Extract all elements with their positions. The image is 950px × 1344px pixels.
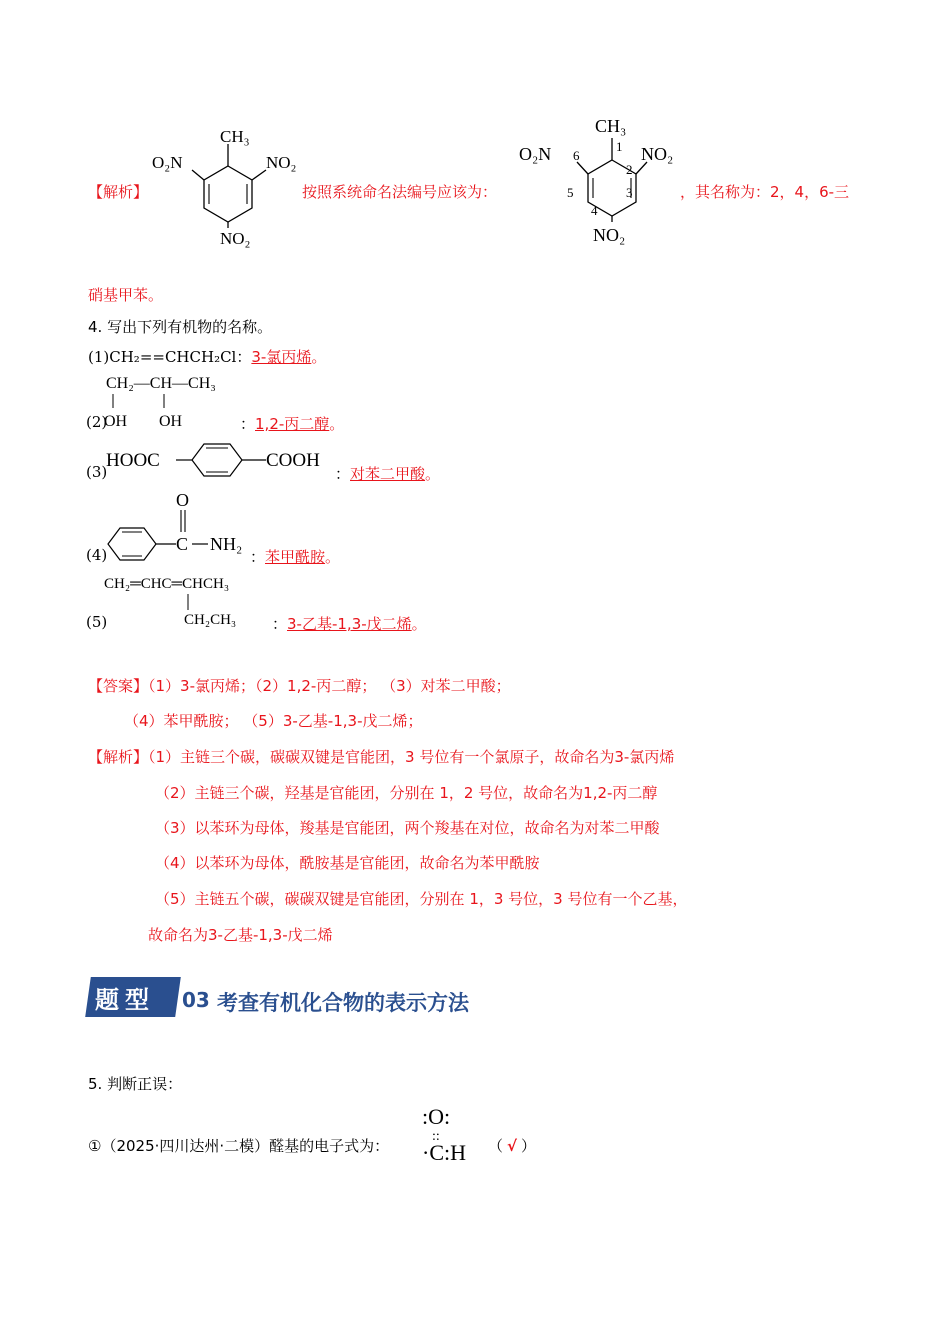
o2n-label: O₂N: [152, 153, 183, 172]
oxygen-lewis: :O:: [422, 1104, 451, 1129]
q4-item1: [88, 346, 326, 367]
paren-open: （: [488, 1137, 504, 1155]
paren-close: ）: [521, 1137, 537, 1155]
item3-prefix: (3): [86, 463, 108, 481]
oh-1: OH: [104, 413, 128, 430]
propanediol-top: CH₂—CH—CH₃: [106, 375, 216, 392]
item4-colon: ：: [250, 548, 266, 566]
analysis-line-1: [88, 746, 674, 767]
ethyl-group: CH₂CH₃: [184, 612, 237, 628]
jiexi-cont-text: 硝基甲苯。: [88, 286, 164, 304]
item5-colon: ：: [272, 615, 288, 633]
no2-right-label: NO₂: [266, 153, 297, 172]
pentadiene-chain: CH₂═CHC═CHCH₃: [104, 576, 230, 592]
item5-end: 。: [411, 615, 427, 633]
q4-item5: [272, 613, 427, 634]
q4-title: 4. 写出下列有机物的名称。: [88, 318, 273, 336]
propanediol-structure: [104, 370, 244, 432]
section-badge: 题型: [95, 986, 155, 1014]
analysis-tag: 【解析】: [88, 748, 149, 766]
section-title: 考查有机化合物的表示方法: [217, 991, 469, 1015]
item3-colon: ：: [335, 465, 351, 483]
analysis-line-2: （2）主链三个碳，羟基是官能团，分别在 1，2 号位，故命名为1,2-丙二醇: [155, 784, 658, 802]
carbonyl-c-label: C: [176, 534, 189, 554]
item3-end: 。: [425, 465, 441, 483]
q4-item4: [250, 546, 340, 567]
shared-electron-dots: ::: [432, 1129, 440, 1144]
oh-2: OH: [159, 413, 183, 430]
jiexi-tag: 【解析】: [88, 183, 149, 201]
item2-answer: 1,2-丙二醇: [255, 415, 330, 433]
no2-bottom-label: NO₂: [220, 229, 251, 248]
analysis-line-6: 故命名为3-乙基-1,3-戊二烯: [148, 926, 333, 944]
locant-2: 2: [626, 162, 633, 177]
ch3-label: CH₃: [595, 116, 627, 136]
cooh-label: COOH: [266, 450, 320, 471]
locant-1: 1: [616, 139, 623, 154]
jiexi-mid-text: 按照系统命名法编号应该为：: [302, 183, 498, 201]
locant-5: 5: [567, 185, 574, 200]
item5-prefix: (5): [86, 613, 108, 631]
ch3-label: CH₃: [220, 127, 250, 146]
item2-prefix: (2): [86, 413, 108, 431]
carbon-hydrogen-lewis: ·C:H: [422, 1140, 466, 1165]
no2-bottom-label: NO₂: [593, 225, 626, 245]
answer-line-1: [88, 675, 511, 696]
answer-text-1: （1）3-氯丙烯；（2）1,2-丙二醇； （3）对苯二甲酸；: [148, 677, 511, 695]
locant-4: 4: [591, 203, 598, 218]
aldehyde-electron-formula: [420, 1100, 485, 1170]
numbered-trinitrotoluene-structure: [515, 108, 690, 248]
no2-right-label: NO₂: [641, 144, 674, 164]
item3-answer: 对苯二甲酸: [350, 465, 426, 483]
item5-answer: 3-乙基-1,3-戊二烯: [287, 615, 412, 633]
answer-tag: 【答案】: [88, 677, 149, 695]
item2-end: 。: [329, 415, 345, 433]
analysis-line-5: （5）主链五个碳，碳碳双键是官能团，分别在 1，3 号位，3 号位有一个乙基，: [155, 890, 688, 908]
locant-3: 3: [626, 185, 633, 200]
analysis-text-1: （1）主链三个碳，碳碳双键是官能团，3 号位有一个氯原子，故命名为3-氯丙烯: [148, 748, 675, 766]
check-mark: √: [507, 1137, 518, 1155]
item4-end: 。: [325, 548, 341, 566]
answer-line-2: （4）苯甲酰胺； （5）3-乙基-1,3-戊二烯；: [124, 712, 423, 730]
item4-prefix: (4): [86, 546, 108, 564]
item1-answer: 3-氯丙烯: [251, 348, 312, 366]
q5-title: 5. 判断正误：: [88, 1075, 183, 1093]
item2-colon: ：: [240, 415, 256, 433]
carbonyl-o-label: O: [176, 490, 189, 510]
q4-item2: [240, 413, 344, 434]
section-number: 03: [182, 988, 210, 1012]
item4-answer: 苯甲酰胺: [265, 548, 326, 566]
q5-item1-text: ①（2025·四川达州·二模）醛基的电子式为：: [88, 1137, 390, 1155]
o2n-label: O₂N: [519, 144, 552, 164]
terephthalic-acid-structure: [104, 440, 339, 480]
analysis-line-3: （3）以苯环为母体，羧基是官能团，两个羧基在对位，故命名为对苯二甲酸: [155, 819, 660, 837]
q4-item3: [335, 463, 440, 484]
q5-judgement: [488, 1135, 536, 1156]
ethylpentadiene-structure: [104, 572, 284, 630]
nh2-label: NH₂: [210, 534, 243, 554]
benzamide-structure: [104, 488, 254, 568]
item1-formula: (1)CH₂==CHCH₂Cl：: [88, 348, 252, 366]
trinitrotoluene-structure: [148, 118, 308, 253]
item1-end: 。: [311, 348, 327, 366]
analysis-line-4: （4）以苯环为母体，酰胺基是官能团，故命名为苯甲酰胺: [155, 854, 540, 872]
jiexi-tail-text: ，其名称为：2，4，6-三: [680, 183, 850, 201]
locant-6: 6: [573, 148, 580, 163]
hooc-label: HOOC: [106, 450, 160, 471]
